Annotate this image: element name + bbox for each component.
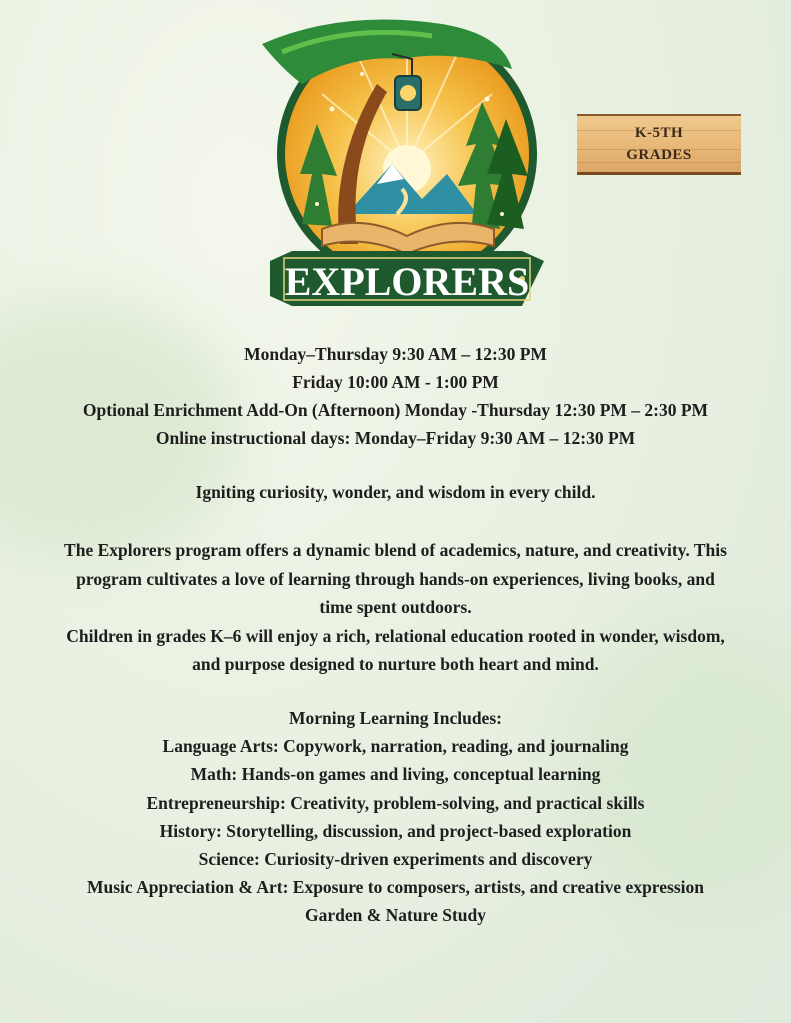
morning-learning-list (0, 704, 791, 930)
learning-item: Music Appreciation & Art: Exposure to composers, artists, and creative expression (87, 877, 704, 898)
schedule-line: Online instructional days: Monday–Friday 9:30 AM – 12:30 PM (155, 428, 636, 448)
grade-badge-line2: GRADES (626, 147, 692, 163)
description-line: Children in grades K–6 will enjoy a rich, relational education rooted in wonder, wisdom, (66, 625, 725, 646)
grade-badge-line1: K-5TH (634, 125, 684, 141)
learning-item: Science: Curiosity-driven experiments and discovery (198, 849, 593, 870)
learning-item: Garden & Nature Study (304, 905, 486, 926)
explorers-logo (262, 14, 552, 324)
learning-item: Math: Hands-on games and living, conceptual learning (190, 764, 601, 785)
tagline: Igniting curiosity, wonder, and wisdom in every child. (195, 482, 596, 502)
learning-item: History: Storytelling, discussion, and project-based exploration (159, 820, 632, 841)
description-line: The Explorers program offers a dynamic blend of academics, nature, and creativity. This (64, 540, 727, 560)
grade-badge (577, 114, 741, 175)
logo-wordmark: EXPLORERS (284, 259, 530, 304)
description-line: program cultivates a love of learning through hands-on experiences, living books, and (76, 568, 715, 589)
program-description (0, 536, 791, 679)
description-line: and purpose designed to nurture both heart and mind. (192, 654, 599, 674)
schedule-line: Friday 10:00 AM - 1:00 PM (292, 372, 499, 392)
schedule-line: Optional Enrichment Add-On (Afternoon) Monday -Thursday 12:30 PM – 2:30 PM (82, 400, 709, 420)
learning-item: Language Arts: Copywork, narration, reading, and journaling (162, 736, 629, 757)
description-line: time spent outdoors. (319, 597, 472, 617)
schedule-block (0, 340, 791, 452)
learning-heading: Morning Learning Includes: (289, 708, 502, 728)
schedule-line: Monday–Thursday 9:30 AM – 12:30 PM (244, 344, 547, 364)
learning-item: Entrepreneurship: Creativity, problem-solving, and practical skills (146, 792, 645, 813)
